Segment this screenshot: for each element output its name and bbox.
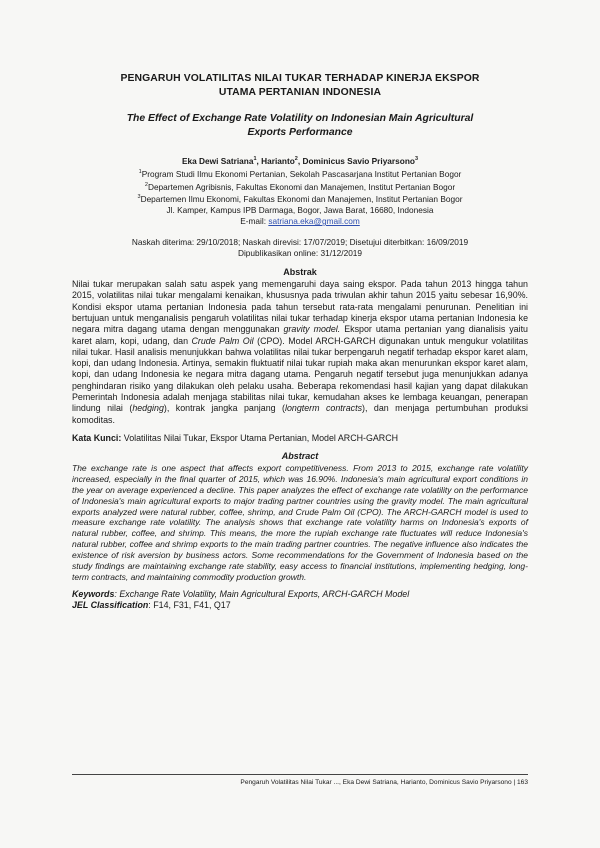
title-line-2: UTAMA PERTANIAN INDONESIA — [218, 87, 382, 98]
abstrak-text: Ekspor utama pertanian yang dianalisis yaitu karet alam, kopi, udang, dan — [72, 324, 528, 346]
abstrak-text: (CPO). Model ARCH-GARCH digunakan untuk mengukur volatilitas nilai tukar. Hasil analisis menunjukkan bahwa volatilitas nilai tukar berpengaruh negatif terhadap ekspor karet alam, kopi, dan udang Indonesia. Artinya, semakin fluktuatif nilai tukar rupiah maka akan menurunkan ekspor karet alam, kopi, dan udang Indonesia ke negara mitra dagang utama. Pengaruh negatif tersebut juga menunjukkan adanya penghindaran risiko yang dilakukan oleh pelaku usaha. Beberapa rekomendasi hasil kajian yang dapat dilakukan Pemerintah Indonesia adalah menjaga stabilitas nilai tukar, kemudahan akses ke lembaga keuangan, penerapan lindung nilai ( — [72, 335, 529, 414]
publication-dates — [72, 237, 528, 259]
abstrak-body — [72, 279, 528, 426]
affiliation-text: Program Studi Ilmu Ekonomi Pertanian, Sekolah Pascasarjana Institut Pertanian Bogor — [141, 168, 462, 179]
title-line-1: PENGARUH VOLATILITAS NILAI TUKAR TERHADAP KINERJA EKSPOR — [120, 73, 480, 84]
abstrak-italic: hedging — [132, 403, 164, 414]
subtitle-line-1: The Effect of Exchange Rate Volatility on Indonesian Main Agricultural — [126, 113, 474, 124]
abstrak-heading: Abstrak — [283, 267, 317, 278]
author-separator: , — [256, 155, 262, 166]
page-footer: Pengaruh Volatilitas Nilai Tukar ..., Eka Dewi Satriana, Harianto, Dominicus Savio Priyarsono | 163 — [72, 774, 528, 787]
email-link[interactable]: satriana.eka@gmail.com — [268, 216, 360, 227]
affiliation-text: Departemen Ilmu Ekonomi, Fakultas Ekonomi dan Manajemen, Institut Pertanian Bogor — [140, 194, 463, 205]
affiliation-3 — [72, 192, 528, 205]
author-1: Eka Dewi Satriana — [181, 155, 254, 166]
abstrak-text: ), kontrak jangka panjang ( — [163, 403, 285, 414]
email-label: E-mail: — [240, 216, 269, 227]
paper-page — [72, 72, 528, 611]
keywords-text: : Exchange Rate Volatility, Main Agricultural Exports, ARCH-GARCH Model — [114, 588, 410, 599]
paper-title — [72, 72, 528, 100]
jel-text: : F14, F31, F41, Q17 — [148, 599, 231, 610]
abstrak-italic: gravity model. — [283, 324, 341, 335]
keywords-label: Keywords — [72, 588, 115, 599]
abstrak-text: ), dan menjaga pertumbuhan produksi komoditas. — [72, 403, 529, 425]
author-1-sup: 1 — [253, 156, 257, 162]
email-line — [72, 216, 528, 227]
author-separator: , — [297, 155, 303, 166]
address: Jl. Kamper, Kampus IPB Darmaga, Bogor, Jawa Barat, 16680, Indonesia — [166, 205, 434, 216]
abstrak-italic: longterm contracts — [285, 403, 363, 414]
author-3-sup: 3 — [414, 156, 419, 162]
affiliation-sup: 1 — [138, 168, 142, 175]
dates-line-2: Dipublikasikan online: 31/12/2019 — [237, 248, 363, 259]
author-2: Harianto — [261, 155, 295, 166]
author-2-sup: 2 — [294, 156, 298, 162]
paper-subtitle-en — [72, 112, 528, 140]
affiliation-2 — [72, 180, 528, 193]
affiliation-text: Departemen Agribisnis, Fakultas Ekonomi dan Manajemen, Institut Pertanian Bogor — [147, 181, 456, 192]
abstract-body: The exchange rate is one aspect that affects export competitiveness. From 2013 to 2015, exchange rate volatility increased, especially in the final quarter of 2015, which was 16.90%. Indonesia's main agricultural export conditions in the year on average experienced a decline. This paper analyzes the effect of exchange rate volatility on the performance of Indonesia's main agricultural exports to major trading partner countries using the gravity model. The main agricultural exports analyzed were natural rubber, coffee, shrimp, and Crude Palm Oil (CPO). The ARCH-GARCH model is used to measure exchange rate volatility. The analysis shows that exchange rate volatility harms on Indonesia's exports of natural rubber, coffee, and shrimp. This means, the more the rupiah exchange rate fluctuates will reduce Indonesia's natural rubber, coffee and shrimp exports to the main trading partner countries. The negative influence also indicates the existence of risk aversion by business actors. Some recommendations for the Government of Indonesia based on the study findings are maintaining exchange rate stability, easy access to financial institutions, implementing hedging, long-term contracts, and maintaining commodity production growth. — [72, 462, 528, 582]
abstract-heading: Abstract — [281, 450, 319, 461]
jel-label: JEL Classification — [72, 599, 149, 610]
abstrak-italic: Crude Palm Oil — [191, 335, 254, 346]
dates-line-1: Naskah diterima: 29/10/2018; Naskah direvisi: 17/07/2019; Disetujui diterbitkan: 16/09/2019 — [131, 237, 469, 248]
affiliation-sup: 2 — [144, 181, 148, 188]
affiliation-1 — [72, 167, 528, 180]
author-3: Dominicus Savio Priyarsono — [302, 155, 415, 166]
keywords — [72, 589, 528, 600]
jel-classification — [72, 600, 528, 611]
abstrak-text: Nilai tukar merupakan salah satu aspek yang memengaruhi daya saing ekspor. Pada tahun 2013 hingga tahun 2015, volatilitas nilai tukar mengalami kenaikan, khususnya pada triwulan akhir tahun 2015 yaitu sebesar 16,90%. Kondisi ekspor utama pertanian Indonesia pada tahun tersebut rata-rata mengalami penurunan. Penelitian ini bertujuan untuk menganalisis pengaruh volatilitas nilai tukar terhadap kinerja ekspor utama pertanian Indonesia ke negara mitra dagang utama dengan menggunakan — [72, 279, 528, 335]
affiliation-sup: 3 — [137, 194, 141, 201]
subtitle-line-2: Exports Performance — [247, 127, 353, 138]
author-list — [72, 154, 528, 167]
kata-kunci — [72, 433, 528, 444]
kata-kunci-text: Volatilitas Nilai Tukar, Ekspor Utama Pertanian, Model ARCH-GARCH — [121, 432, 399, 443]
kata-kunci-label: Kata Kunci: — [72, 432, 122, 443]
